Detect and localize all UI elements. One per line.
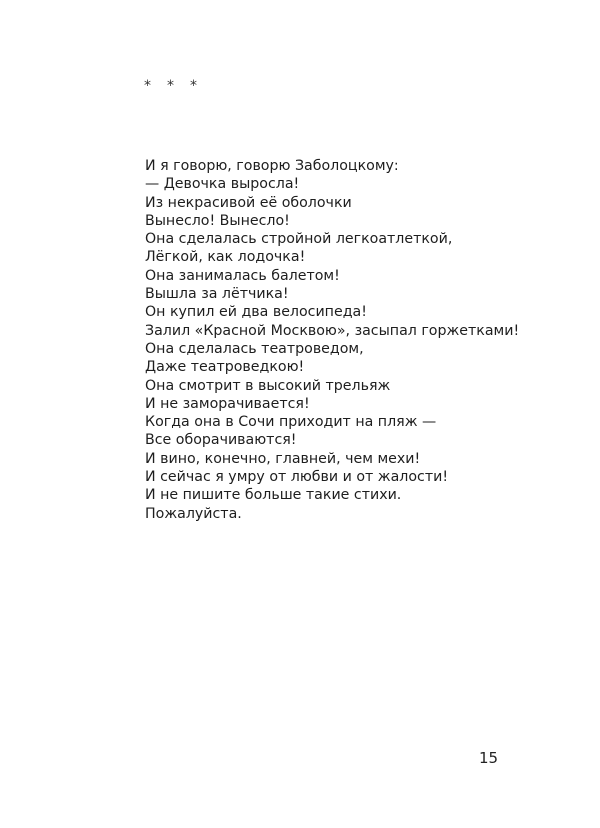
- poem-line: И сейчас я умру от любви и от жалости!: [145, 469, 449, 486]
- poem-text: [145, 157, 519, 523]
- poem-line: И не заморачивается!: [145, 395, 310, 412]
- poem-line: Все оборачиваются!: [145, 432, 297, 449]
- poem-line: Она сделалась стройной легкоатлеткой,: [145, 231, 453, 248]
- poem-line: Вынесло! Вынесло!: [145, 212, 290, 229]
- poem-line: Когда она в Сочи приходит на пляж —: [145, 414, 437, 431]
- poem-line: Он купил ей два велосипеда!: [145, 304, 367, 321]
- poem-line: И я говорю, говорю Заболоцкому:: [145, 158, 399, 174]
- poem-line: Она сделалась театроведом,: [145, 340, 364, 357]
- poem-line: Пожалуйста.: [145, 505, 242, 522]
- poem-line: Она смотрит в высокий трельяж: [145, 377, 391, 394]
- poem-line: Лёгкой, как лодочка!: [145, 249, 306, 266]
- poem-line: Залил «Красной Москвою», засыпал горжетками!: [145, 322, 520, 339]
- section-divider: [144, 78, 213, 94]
- poem-line: — Девочка выросла!: [145, 176, 300, 193]
- poem-line: И не пишите больше такие стихи.: [145, 487, 402, 504]
- asterisk: *: [167, 78, 174, 94]
- poem-line: Вышла за лётчика!: [145, 286, 289, 303]
- asterisk: *: [144, 78, 151, 94]
- poem-line: И вино, конечно, главней, чем мехи!: [145, 450, 421, 467]
- asterisk: *: [190, 78, 197, 94]
- poem-line: Из некрасивой её оболочки: [145, 194, 352, 211]
- page-number: 15: [479, 749, 499, 767]
- poem-line: Даже театроведкою!: [145, 359, 305, 376]
- poem-line: Она занималась балетом!: [145, 267, 340, 284]
